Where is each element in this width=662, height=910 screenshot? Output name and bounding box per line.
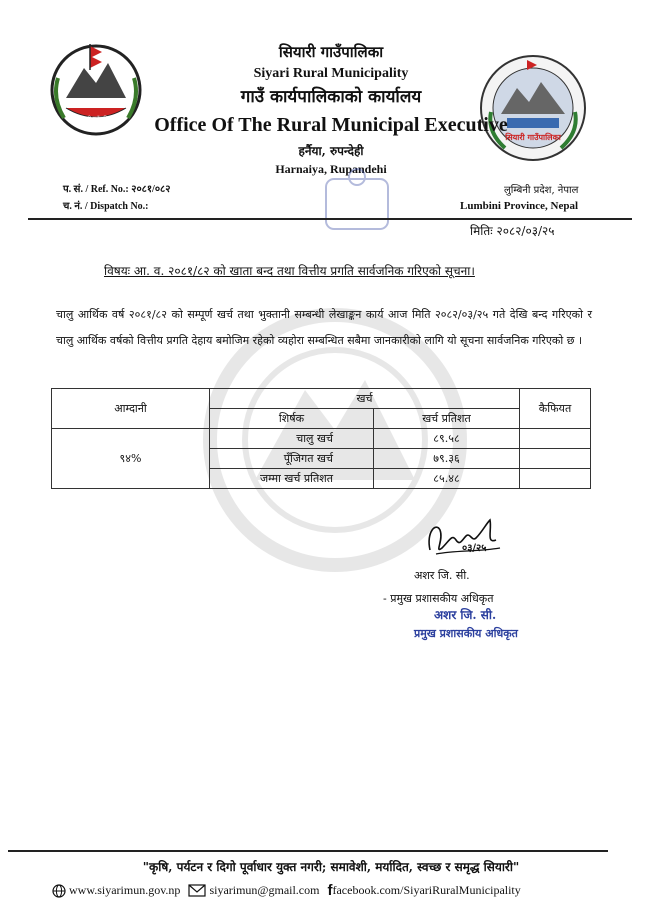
footer-rule [8,850,608,852]
row-percent: ८९.५८ [374,429,520,449]
body-paragraph: चालु आर्थिक वर्ष २०८१/८२ को सम्पूर्ण खर्च तथा भुक्तानी सम्बन्धी लेखाङ्कन कार्य आज मिति २०८२/०३/२५ गते देखि बन्द गरिएको र चालु आर्थिक वर्षको वित्तीय प्रगति देहाय बमोजिम रहेको व्यहोरा सम्बन्धित सबैमा जानकारीको लागि यो सूचना सार्वजनिक गरिएको छ । [56,308,592,347]
row-heading: पूँजिगत खर्च [210,449,374,469]
municipality-name-en: Siyari Rural Municipality [253,66,409,81]
logo-left-text: सियारी गाउँपालिका [78,116,114,122]
signature-date: ०३/२५ [462,543,487,554]
row-percent: ८५.४८ [374,469,520,489]
row-remarks [520,449,591,469]
header-income: आम्दानी [52,389,210,429]
row-remarks [520,429,591,449]
stamp-title: प्रमुख प्रशासकीय अधिकृत [414,627,518,640]
province-en: Lumbini Province, Nepal [460,200,579,212]
address-np: हर्नैया, रुपन्देही [298,144,364,158]
email-link[interactable]: siyarimun@gmail.com [209,883,320,897]
date: मितिः २०८२/०३/२५ [470,224,555,238]
signatory-name: अशर जि. सी. [414,569,470,582]
website-link[interactable]: www.siyarimun.gov.np [69,883,181,897]
header-rule [28,218,632,220]
row-heading: जम्मा खर्च प्रतिशत [210,469,374,489]
subject-line: विषयः आ. व. २०८१/८२ को खाता बन्द तथा वित्तीय प्रगति सार्वजनिक गरिएको सूचना। [104,264,475,278]
province-np: लुम्बिनी प्रदेश, नेपाल [504,185,579,196]
income-value: ९४% [52,429,210,489]
stamp-name: अशर जि. सी. [434,608,497,622]
ref-number: प. सं. / Ref. No.: २०८१/०८२ [63,184,171,195]
office-name-en: Office Of The Rural Municipal Executive [154,114,508,136]
row-remarks [520,469,591,489]
office-name-np: गाउँ कार्यपालिकाको कार्यालय [240,87,422,107]
row-heading: चालु खर्च [210,429,374,449]
footer-slogan: "कृषि, पर्यटन र दिगो पूर्वाधार युक्त नगरी; समावेशी, मर्यादित, स्वच्छ र समृद्ध सियारी" [142,860,520,874]
header-remarks: कैफियत [520,389,591,429]
signatory-title: - प्रमुख प्रशासकीय अधिकृत [383,592,494,605]
address-en: Harnaiya, Rupandehi [275,162,387,176]
globe-icon [52,884,66,898]
facebook-link[interactable]: facebook.com/SiyariRuralMunicipality [332,883,521,897]
footer-contacts [52,882,521,899]
financial-progress-table [51,388,591,489]
header-expense: खर्च [210,389,520,409]
municipality-name-np: सियारी गाउँपालिका [278,43,384,61]
subheader-heading: शिर्षक [210,409,374,429]
logo-right-text: सियारी गाउँपालिका [505,133,561,142]
dispatch-number: च. नं. / Dispatch No.: [63,201,149,212]
dispatch-stamp [322,165,392,235]
table-row [52,429,591,449]
row-percent: ७९.३६ [374,449,520,469]
facebook-icon: f [327,882,333,899]
email-icon [188,884,206,897]
subheader-percent: खर्च प्रतिशत [374,409,520,429]
